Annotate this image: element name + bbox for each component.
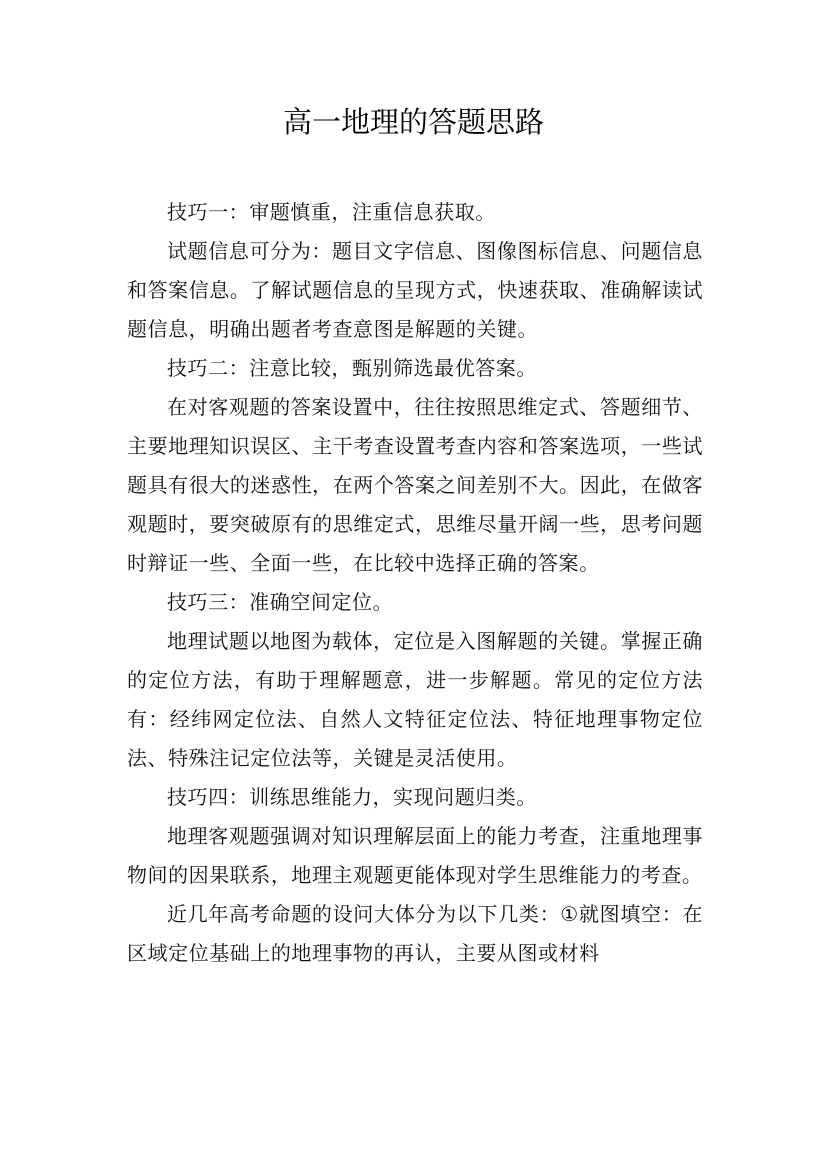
document-title: 高一地理的答题思路 (282, 105, 544, 139)
document-body (127, 193, 703, 973)
paragraph-question-types: 近几年高考命题的设问大体分为以下几类：①就图填空：在区域定位基础上的地理事物的再认，主要从图或材料 (127, 902, 703, 965)
paragraph-tip-2-body: 在对客观题的答案设置中，往往按照思维定式、答题细节、主要地理知识误区、主干考查设置考查内容和答案选项，一些试题具有很大的迷惑性，在两个答案之间差别不大。因此，在做客观题时，要突破原有的思维定式，思维尽量开阔一些，思考问题时辩证一些、全面一些，在比较中选择正确的答案。 (127, 395, 703, 575)
paragraph-tip-3-heading: 技巧三：准确空间定位。 (167, 590, 394, 614)
paragraph-tip-4-body: 地理客观题强调对知识理解层面上的能力考查，注重地理事物间的因果联系，地理主观题更能体现对学生思维能力的考查。 (127, 824, 703, 887)
paragraph-tip-1-body: 试题信息可分为：题目文字信息、图像图标信息、问题信息和答案信息。了解试题信息的呈现方式，快速获取、准确解读试题信息，明确出题者考查意图是解题的关键。 (127, 239, 703, 341)
paragraph-tip-4-heading: 技巧四：训练思维能力，实现问题归类。 (167, 785, 537, 809)
paragraph-tip-2-heading: 技巧二：注意比较，甄别筛选最优答案。 (167, 356, 537, 380)
paragraph-tip-3-body: 地理试题以地图为载体，定位是入图解题的关键。掌握正确的定位方法，有助于理解题意，进一步解题。常见的定位方法有：经纬网定位法、自然人文特征定位法、特征地理事物定位法、特殊注记定位法等，关键是灵活使用。 (127, 629, 703, 770)
paragraph-tip-1-heading: 技巧一：审题慎重，注重信息获取。 (167, 200, 496, 224)
